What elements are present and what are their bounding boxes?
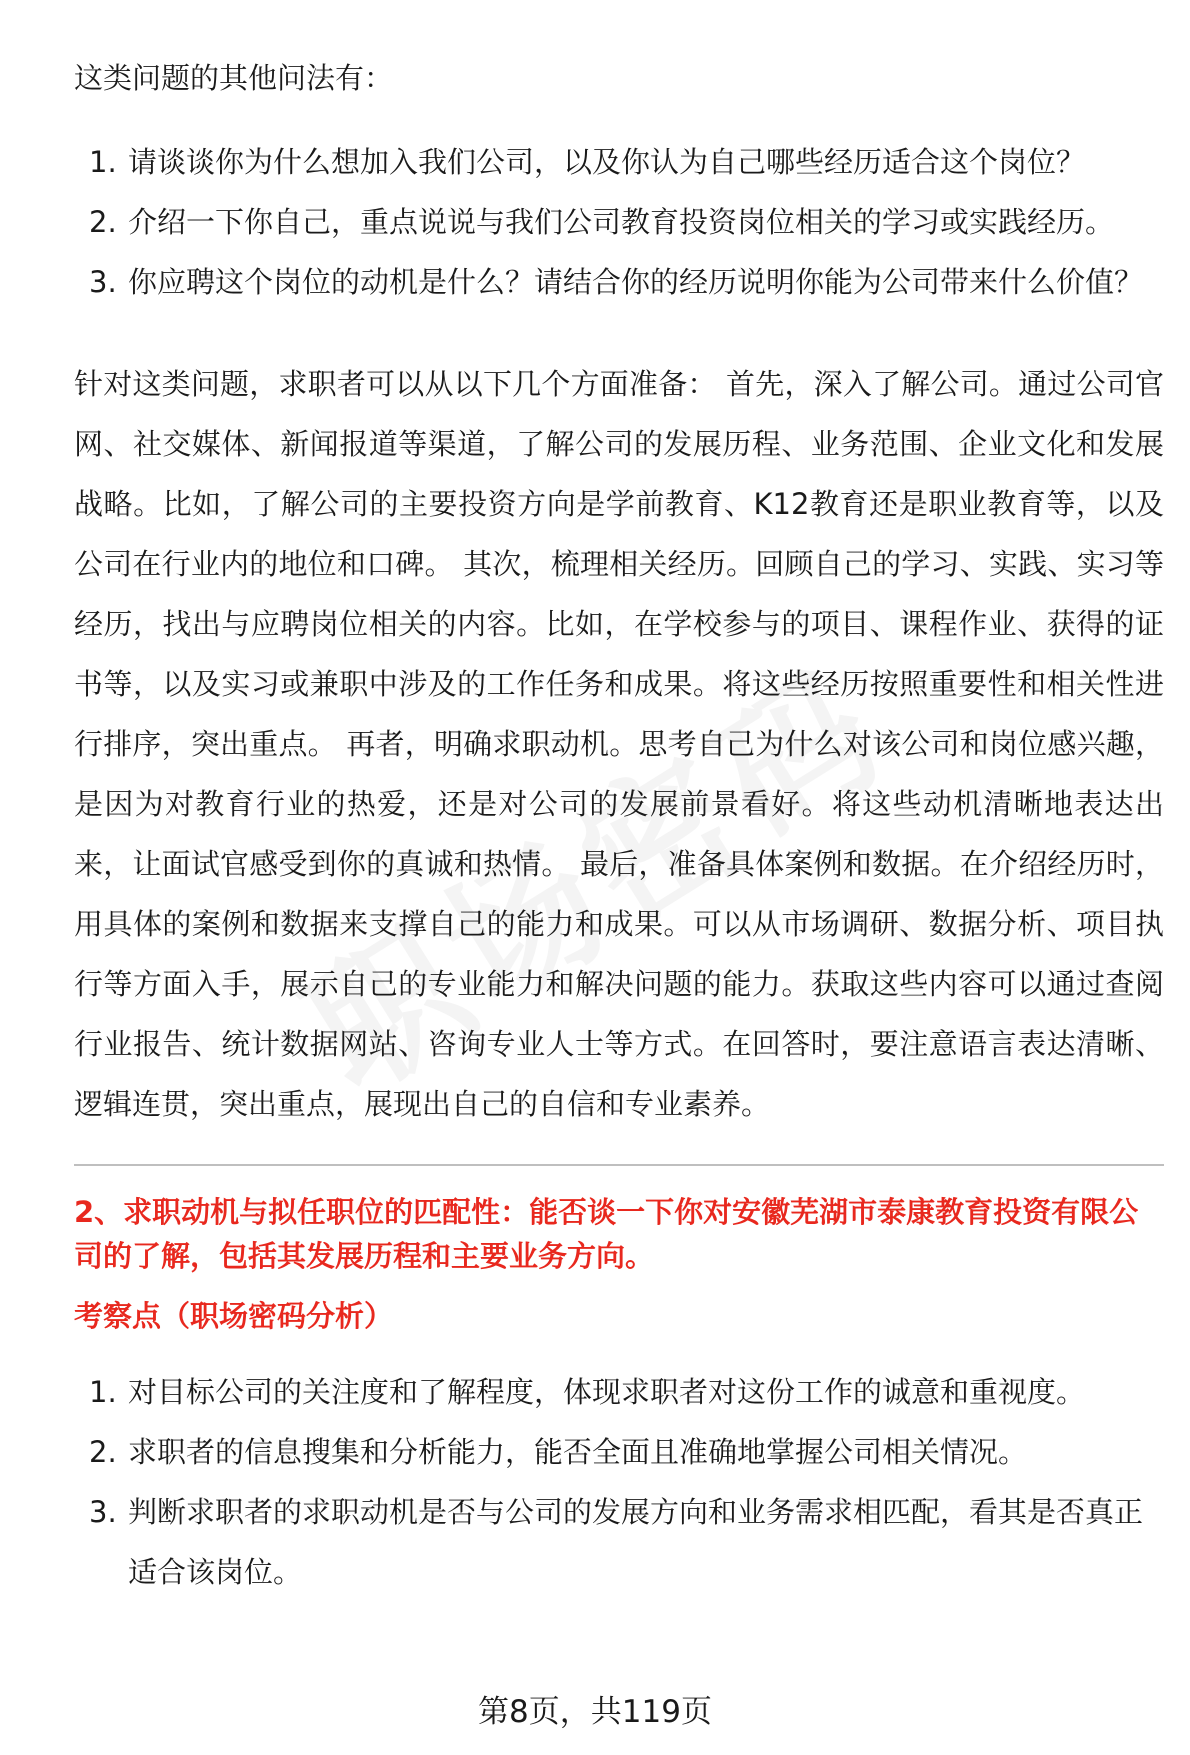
- assessment-points-list: [74, 1362, 1164, 1602]
- page-footer: 第8页，共119页: [478, 1694, 712, 1730]
- section-divider: [74, 1164, 1164, 1166]
- list-item: [74, 1422, 1164, 1482]
- question-heading: 2、求职动机与拟任职位的匹配性：能否谈一下你对安徽芜湖市泰康教育投资有限公司的了解，包括其发展历程和主要业务方向。: [74, 1195, 1139, 1273]
- intro-text: 这类问题的其他问法有：: [74, 61, 394, 95]
- list-item-text: 对目标公司的关注度和了解程度，体现求职者对这份工作的诚意和重视度。: [128, 1375, 1086, 1409]
- list-item-number: 3.: [89, 265, 117, 299]
- preparation-paragraph: 针对这类问题，求职者可以从以下几个方面准备： 首先，深入了解公司。通过公司官网、社交媒体、新闻报道等渠道，了解公司的发展历程、业务范围、企业文化和发展战略。比如，了解公司的主要投资方向是学前教育、K12教育还是职业教育等，以及公司在行业内的地位和口碑。 其次，梳理相关经历。回顾自己的学习、实践、实习等经历，找出与应聘岗位相关的内容。比如，在学校参与的项目、课程作业、获得的证书等，以及实习或兼职中涉及的工作任务和成果。将这些经历按照重要性和相关性进行排序，突出重点。 再者，明确求职动机。思考自己为什么对该公司和岗位感兴趣，是因为对教育行业的热爱，还是对公司的发展前景看好。将这些动机清晰地表达出来，让面试官感受到你的真诚和热情。 最后，准备具体案例和数据。在介绍经历时，用具体的案例和数据来支撑自己的能力和成果。可以从市场调研、数据分析、项目执行等方面入手，展示自己的专业能力和解决问题的能力。获取这些内容可以通过查阅行业报告、统计数据网站、咨询专业人士等方式。在回答时，要注意语言表达清晰、逻辑连贯，突出重点，展现出自己的自信和专业素养。: [74, 367, 1164, 1121]
- page-content: [74, 58, 1164, 1602]
- list-item-number: 2.: [89, 205, 117, 239]
- list-item-number: 2.: [89, 1435, 117, 1469]
- list-item: [74, 192, 1164, 252]
- list-item-number: 1.: [89, 145, 117, 179]
- list-item: [74, 1482, 1164, 1602]
- list-item-number: 3.: [89, 1495, 117, 1529]
- list-item-text: 你应聘这个岗位的动机是什么？请结合你的经历说明你能为公司带来什么价值？: [128, 265, 1144, 299]
- list-item: [74, 1362, 1164, 1422]
- list-item-text: 求职者的信息搜集和分析能力，能否全面且准确地掌握公司相关情况。: [128, 1435, 1028, 1469]
- list-item: [74, 132, 1164, 192]
- alternative-questions-list: [74, 132, 1164, 312]
- kaochadian-heading: 考察点（职场密码分析）: [74, 1299, 394, 1333]
- list-item-text: 判断求职者的求职动机是否与公司的发展方向和业务需求相匹配，看其是否真正适合该岗位。: [128, 1495, 1144, 1589]
- list-item-text: 介绍一下你自己，重点说说与我们公司教育投资岗位相关的学习或实践经历。: [128, 205, 1115, 239]
- list-item-number: 1.: [89, 1375, 117, 1409]
- list-item: [74, 252, 1164, 312]
- list-item-text: 请谈谈你为什么想加入我们公司，以及你认为自己哪些经历适合这个岗位？: [128, 145, 1086, 179]
